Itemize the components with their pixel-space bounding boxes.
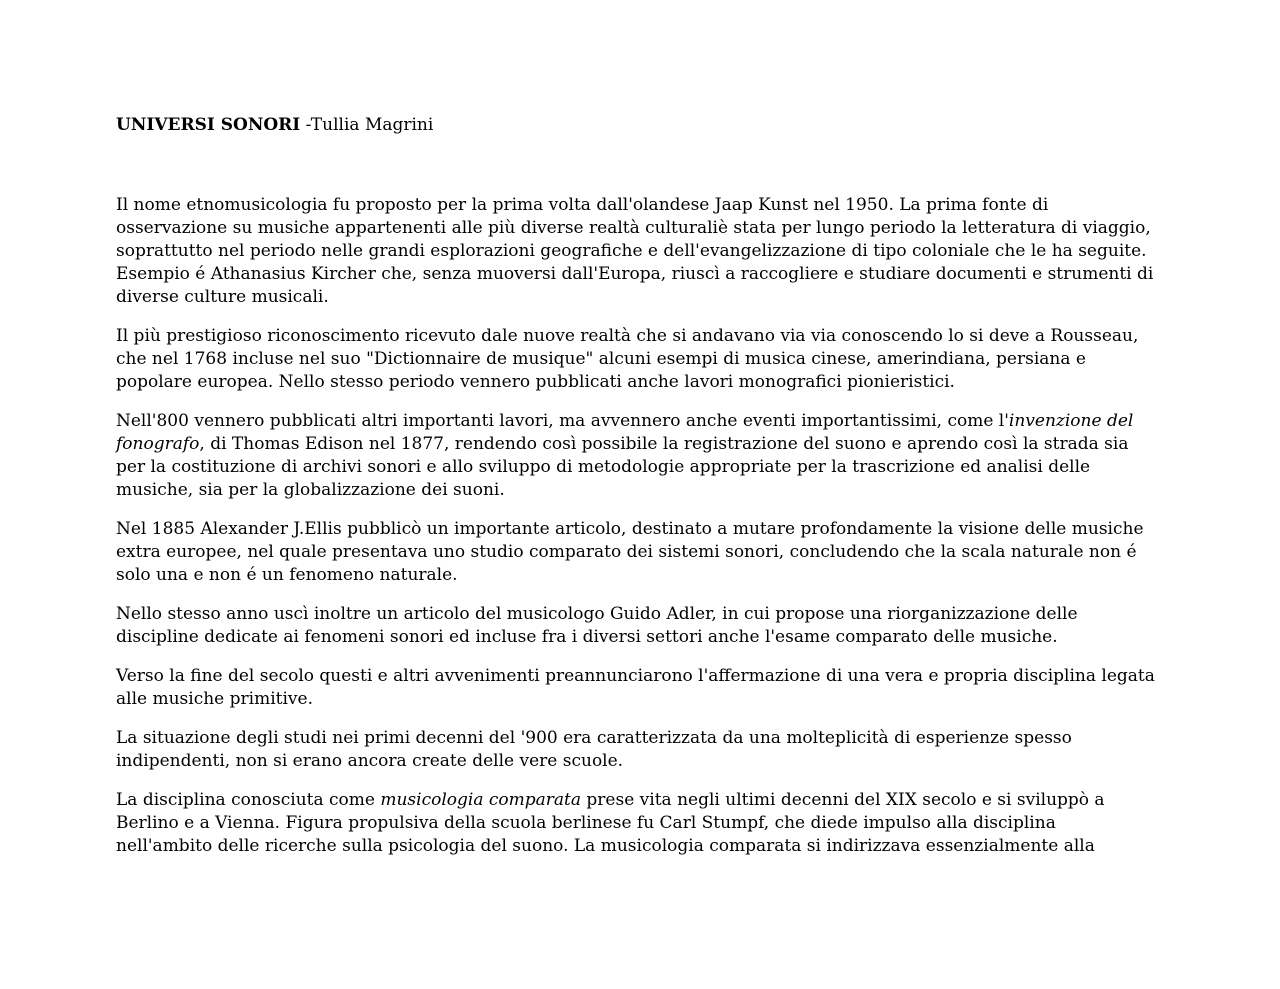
paragraph-2: Il più prestigioso riconoscimento ricevuto dale nuove realtà che si andavano via via conoscendo lo si deve a Rousseau, che nel 1768 incluse nel suo "Dictionnaire de musique" alcuni esempi di musica cinese, amerindiana, persiana e popolare europea. Nello stesso periodo vennero pubblicati anche lavori monografici pionieristici. <box>116 326 1139 392</box>
paragraph-8-end: prese vita negli ultimi decenni del XIX secolo e si sviluppò a Berlino e a Vienna. Figura propulsiva della scuola berlinese fu Carl Stumpf, che diede impulso alla disciplina nell'ambito delle ricerche sulla psicologia del suono. La musicologia comparata si indirizzava essenzialmente alla <box>116 790 1105 856</box>
paragraph-8-start: La disciplina conosciuta come <box>116 790 381 810</box>
paragraph-8 <box>116 789 1156 858</box>
title-author: -Tullia Magrini <box>300 115 434 135</box>
paragraph-7: La situazione degli studi nei primi decenni del '900 era caratterizzata da una molteplicità di esperienze spesso indipendenti, non si erano ancora create delle vere scuole. <box>116 728 1072 771</box>
paragraph-3 <box>116 410 1156 502</box>
document-title <box>116 114 1156 137</box>
paragraph-4: Nel 1885 Alexander J.Ellis pubblicò un importante articolo, destinato a mutare profondamente la visione delle musiche extra europee, nel quale presentava uno studio comparato dei sistemi sonori, concludendo che la scala naturale non é solo una e non é un fenomeno naturale. <box>116 519 1144 585</box>
paragraph-3-emphasis: invenzione del fonografo <box>116 411 1134 454</box>
paragraph-3-end: , di Thomas Edison nel 1877, rendendo così possibile la registrazione del suono e aprendo così la strada sia per la costituzione di archivi sonori e allo sviluppo di metodologie appropriate per la trascrizione ed analisi delle musiche, sia per la globalizzazione dei suoni. <box>116 434 1129 500</box>
paragraph-8-emphasis: musicologia comparata <box>380 790 581 810</box>
paragraph-6: Verso la fine del secolo questi e altri avvenimenti preannunciarono l'affermazione di una vera e propria disciplina legata alle musiche primitive. <box>116 666 1155 709</box>
paragraph-1: Il nome etnomusicologia fu proposto per la prima volta dall'olandese Jaap Kunst nel 1950. La prima fonte di osservazione su musiche appartenenti alle più diverse realtà culturaliè stata per lungo periodo la letteratura di viaggio, soprattutto nel periodo nelle grandi esplorazioni geografiche e dell'evangelizzazione di tipo coloniale che le ha seguite. Esempio é Athanasius Kircher che, senza muoversi dall'Europa, riuscì a raccogliere e studiare documenti e strumenti di diverse culture musicali. <box>116 195 1154 307</box>
title-bold: UNIVERSI SONORI <box>116 115 301 135</box>
paragraph-3-start: Nell'800 vennero pubblicati altri importanti lavori, ma avvennero anche eventi importantissimi, come l' <box>116 411 1009 431</box>
paragraph-5: Nello stesso anno uscì inoltre un articolo del musicologo Guido Adler, in cui propose una riorganizzazione delle discipline dedicate ai fenomeni sonori ed incluse fra i diversi settori anche l'esame comparato delle musiche. <box>116 604 1078 647</box>
document-page <box>116 114 1156 874</box>
